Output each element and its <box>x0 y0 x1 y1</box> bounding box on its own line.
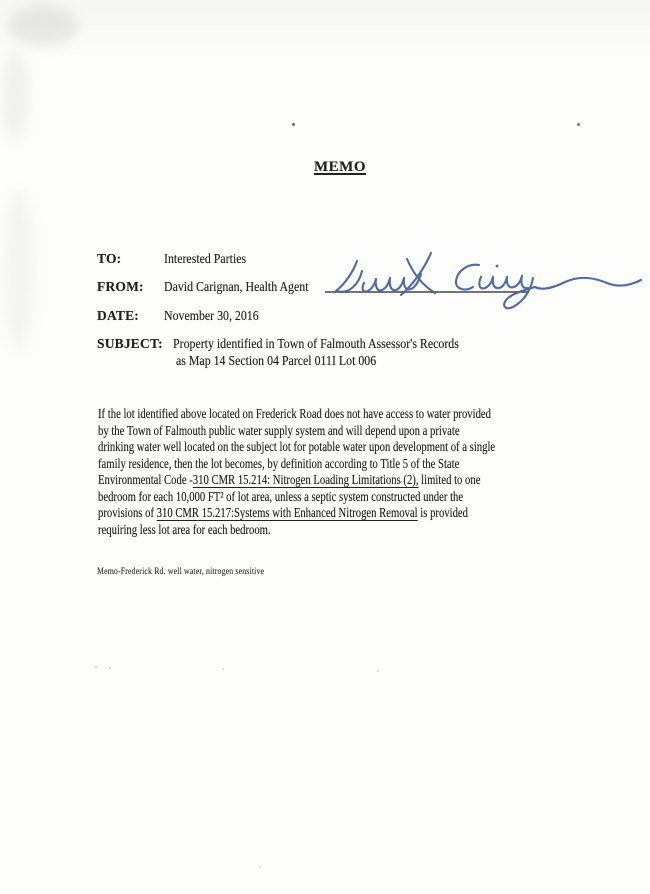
field-value-date: November 30, 2016 <box>164 308 259 323</box>
scan-speck <box>109 667 111 669</box>
body-line: If the lot identified above located on Frederick Road does not have access to water provided <box>98 406 491 421</box>
footer-note: Memo-Frederick Rd. well water, nitrogen sensitive <box>97 567 265 577</box>
scan-speck <box>95 666 97 668</box>
scan-smudge <box>4 190 34 350</box>
scan-top-shading <box>0 0 650 90</box>
memo-title: MEMO <box>314 159 366 175</box>
field-value-from: David Carignan, Health Agent <box>164 279 309 294</box>
body-line: by the Town of Falmouth public water supply system and will depend upon a private <box>98 422 460 438</box>
field-label-date: DATE: <box>97 308 140 323</box>
scan-speck <box>259 866 261 868</box>
scan-speck <box>292 123 295 126</box>
field-label-to: TO: <box>97 251 122 266</box>
field-value-subject: Property identified in Town of Falmouth Assessor's Records <box>173 336 459 351</box>
field-value-to: Interested Parties <box>164 251 247 266</box>
field-label-from: FROM: <box>97 279 144 294</box>
scan-speck <box>577 123 580 126</box>
body-line: drinking water well located on the subject lot for potable water upon development of a single <box>98 439 496 454</box>
body-line: Environmental Code -310 CMR 15.214: Nitrogen Loading Limitations (2), limited to one <box>98 472 481 487</box>
body-line: requiring less lot area for each bedroom. <box>98 521 271 537</box>
body-line: provisions of 310 CMR 15.217:Systems with Enhanced Nitrogen Removal is provided <box>98 505 469 520</box>
field-value-subject-line2: as Map 14 Section 04 Parcel 011I Lot 006 <box>176 353 377 368</box>
scan-smudge <box>8 6 78 46</box>
body-line: family residence, then the lot becomes, by definition according to Title 5 of the State <box>98 455 460 471</box>
memo-body <box>98 406 588 538</box>
signature-ink <box>318 244 650 322</box>
body-line: bedroom for each 10,000 FT² of lot area, unless a septic system constructed under the <box>98 488 464 504</box>
scan-smudge <box>2 50 28 140</box>
scan-speck <box>222 668 224 670</box>
field-label-subject: SUBJECT: <box>97 336 163 351</box>
scan-speck <box>377 670 379 672</box>
